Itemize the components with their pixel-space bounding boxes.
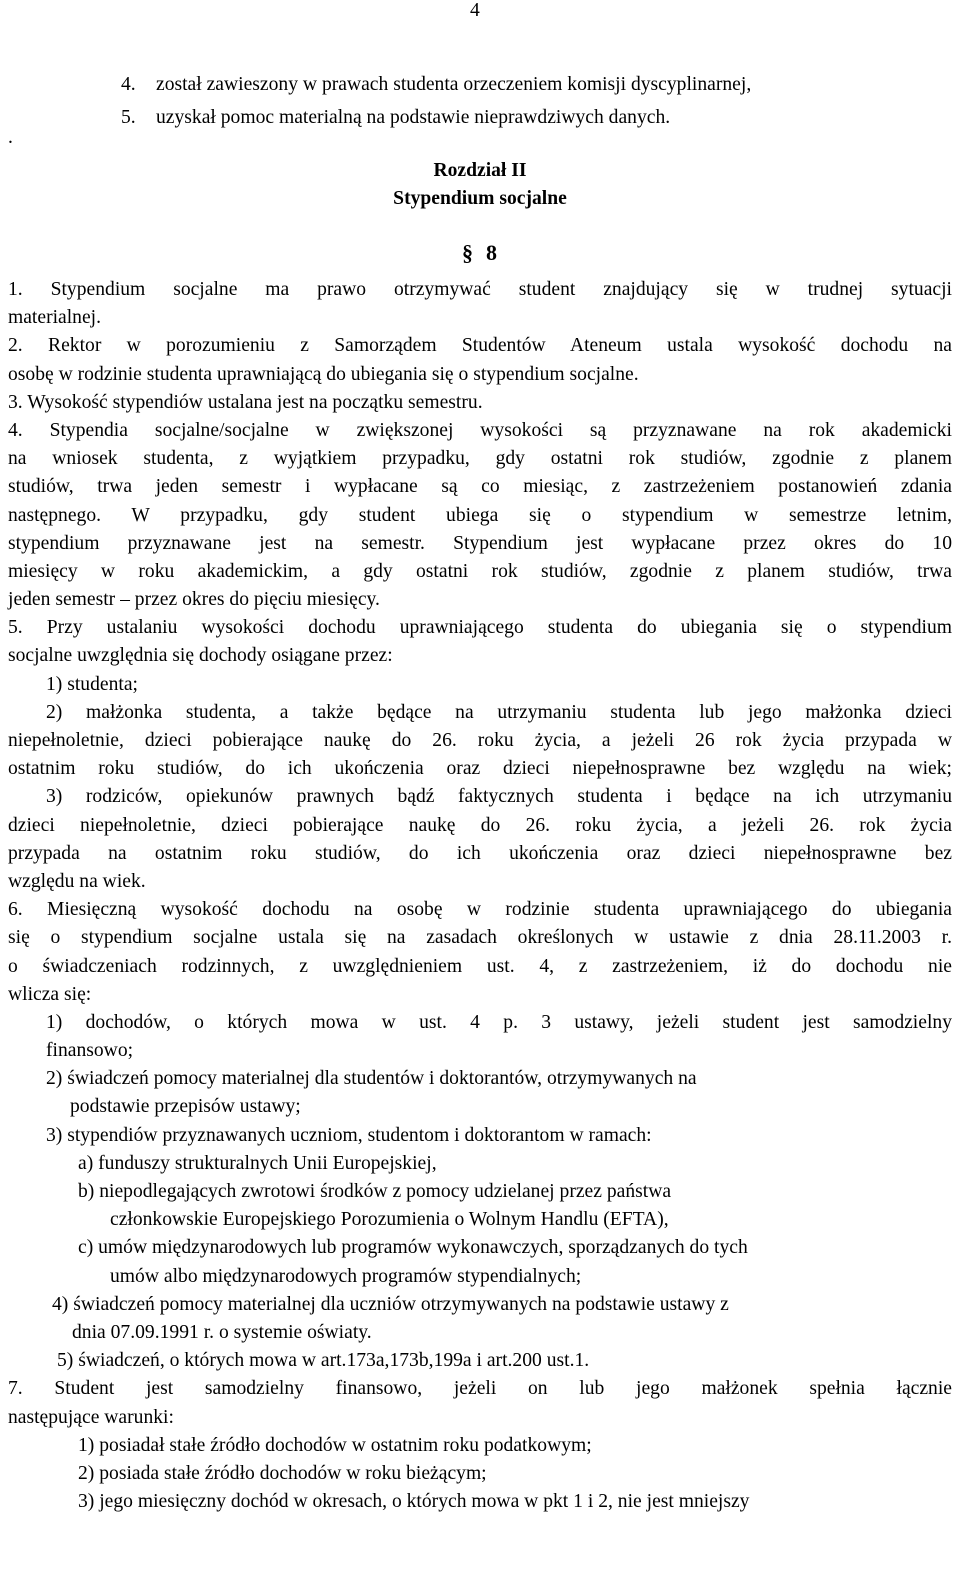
document-body xyxy=(8,276,952,1516)
text-line: następnego. W przypadku, gdy student ubiega się o stypendium w semestrze letnim, xyxy=(8,504,952,526)
text-line: 6. Miesięczną wysokość dochodu na osobę w rodzinie studenta uprawniającego do ubiegania xyxy=(8,899,952,921)
list-item-text: uzyskał pomoc materialną na podstawie nieprawdziwych danych. xyxy=(156,107,671,128)
text-line: finansowo; xyxy=(46,1040,134,1062)
text-line: 1. Stypendium socjalne ma prawo otrzymywać student znajdujący się w trudnej sytuacji xyxy=(8,279,952,300)
chapter-title: Rozdział II xyxy=(433,160,527,181)
text-line: członkowskie Europejskiego Porozumienia o Wolnym Handlu (EFTA), xyxy=(110,1209,669,1231)
text-line: umów albo międzynarodowych programów stypendialnych; xyxy=(110,1265,582,1287)
text-line: 2) małżonka studenta, a także będące na utrzymaniu studenta lub jego małżonka dzieci xyxy=(46,701,952,723)
text-line: b) niepodlegających zwrotowi środków z pomocy udzielanej przez państwa xyxy=(78,1181,672,1202)
text-line: 2) posiada stałe źródło dochodów w roku bieżącym; xyxy=(78,1462,487,1484)
list-item-text: został zawieszony w prawach studenta orzeczeniem komisji dyscyplinarnej, xyxy=(156,74,752,95)
text-line: dzieci niepełnoletnie, dzieci pobierające naukę do 26. roku życia, a jeżeli 26. rok życia xyxy=(8,814,952,836)
text-line: 3) jego miesięczny dochód w okresach, o których mowa w pkt 1 i 2, nie jest mniejszy xyxy=(78,1491,750,1513)
stray-mark: . xyxy=(8,127,13,148)
text-line: o świadczeniach rodzinnych, z uwzględnieniem ust. 4, z zastrzeżeniem, iż do dochodu nie xyxy=(8,955,952,977)
text-line: 3. Wysokość stypendiów ustalana jest na początku semestru. xyxy=(8,391,483,413)
text-line: socjalne uwzględnia się dochody osiągane przez: xyxy=(8,645,393,667)
text-line: 4. Stypendia socjalne/socjalne w zwiększonej wysokości są przyznawane na rok akademicki xyxy=(8,419,952,441)
text-line: 3) stypendiów przyznawanych uczniom, studentom i doktorantom w ramach: xyxy=(46,1124,652,1146)
list-item xyxy=(121,68,751,101)
text-line: niepełnoletnie, dzieci pobierające naukę do 26. roku życia, a jeżeli 26 rok życia przypada w xyxy=(8,730,952,751)
text-line: stypendium przyznawane jest na semestr. Stypendium jest wypłacane przez okres do 10 xyxy=(8,532,952,554)
text-line: przypada na ostatnim roku studiów, do ich ukończenia oraz dzieci niepełnosprawne bez xyxy=(8,842,952,864)
section-heading xyxy=(462,240,497,266)
section-number: 8 xyxy=(486,240,497,265)
page-number: 4 xyxy=(470,0,480,21)
text-line: na wniosek studenta, z wyjątkiem przypadku, gdy ostatni rok studiów, zgodnie z planem xyxy=(8,448,952,470)
text-line: a) funduszy strukturalnych Unii Europejskiej, xyxy=(78,1152,437,1174)
text-line: 3) rodziców, opiekunów prawnych bądź faktycznych studenta i będące na ich utrzymaniu xyxy=(46,786,952,808)
text-line: 2) świadczeń pomocy materialnej dla studentów i doktorantów, otrzymywanych na xyxy=(46,1068,697,1090)
section-symbol: § xyxy=(462,240,473,265)
text-line: ostatnim roku studiów, do ich ukończenia oraz dzieci niepełnosprawne bez względu na wiek; xyxy=(8,758,952,780)
text-line: 1) posiadał stałe źródło dochodów w ostatnim roku podatkowym; xyxy=(78,1434,592,1456)
text-line: miesięcy w roku akademickim, a gdy ostatni rok studiów, zgodnie z planem studiów, trwa xyxy=(8,560,952,582)
text-line: wlicza się: xyxy=(8,983,92,1005)
text-line: c) umów międzynarodowych lub programów wykonawczych, sporządzanych do tych xyxy=(78,1237,748,1259)
text-line: się o stypendium socjalne ustala się na zasadach określonych w ustawie z dnia 28.11.2003 r. xyxy=(8,927,952,949)
list-item-number: 5. xyxy=(121,107,136,128)
text-line: 2. Rektor w porozumieniu z Samorządem Studentów Ateneum ustala wysokość dochodu na xyxy=(8,335,952,357)
text-line: studiów, trwa jeden semestr i wypłacane są co miesiąc, z zastrzeżeniem postanowień zdania xyxy=(8,476,952,498)
top-list xyxy=(121,68,751,134)
text-line: podstawie przepisów ustawy; xyxy=(70,1096,301,1118)
text-line: 1) studenta; xyxy=(46,673,138,695)
text-line: 1) dochodów, o których mowa w ust. 4 p. 3 ustawy, jeżeli student jest samodzielny xyxy=(46,1011,952,1033)
list-item xyxy=(121,101,751,134)
text-line: dnia 07.09.1991 r. o systemie oświaty. xyxy=(72,1321,372,1343)
list-item-number: 4. xyxy=(121,74,136,95)
chapter-subtitle: Stypendium socjalne xyxy=(393,188,567,209)
text-line: następujące warunki: xyxy=(8,1406,174,1428)
text-line: względu na wiek. xyxy=(8,870,146,892)
text-line: 5) świadczeń, o których mowa w art.173a,173b,199a i art.200 ust.1. xyxy=(57,1350,590,1372)
text-line: materialnej. xyxy=(8,307,102,329)
text-line: 4) świadczeń pomocy materialnej dla uczniów otrzymywanych na podstawie ustawy z xyxy=(52,1293,729,1315)
text-line: 5. Przy ustalaniu wysokości dochodu uprawniającego studenta do ubiegania się o stypendium xyxy=(8,617,952,639)
text-line: 7. Student jest samodzielny finansowo, jeżeli on lub jego małżonek spełnia łącznie xyxy=(8,1378,952,1400)
text-line: jeden semestr – przez okres do pięciu miesięcy. xyxy=(8,589,380,611)
text-line: osobę w rodzinie studenta uprawniającą do ubiegania się o stypendium socjalne. xyxy=(8,363,639,385)
